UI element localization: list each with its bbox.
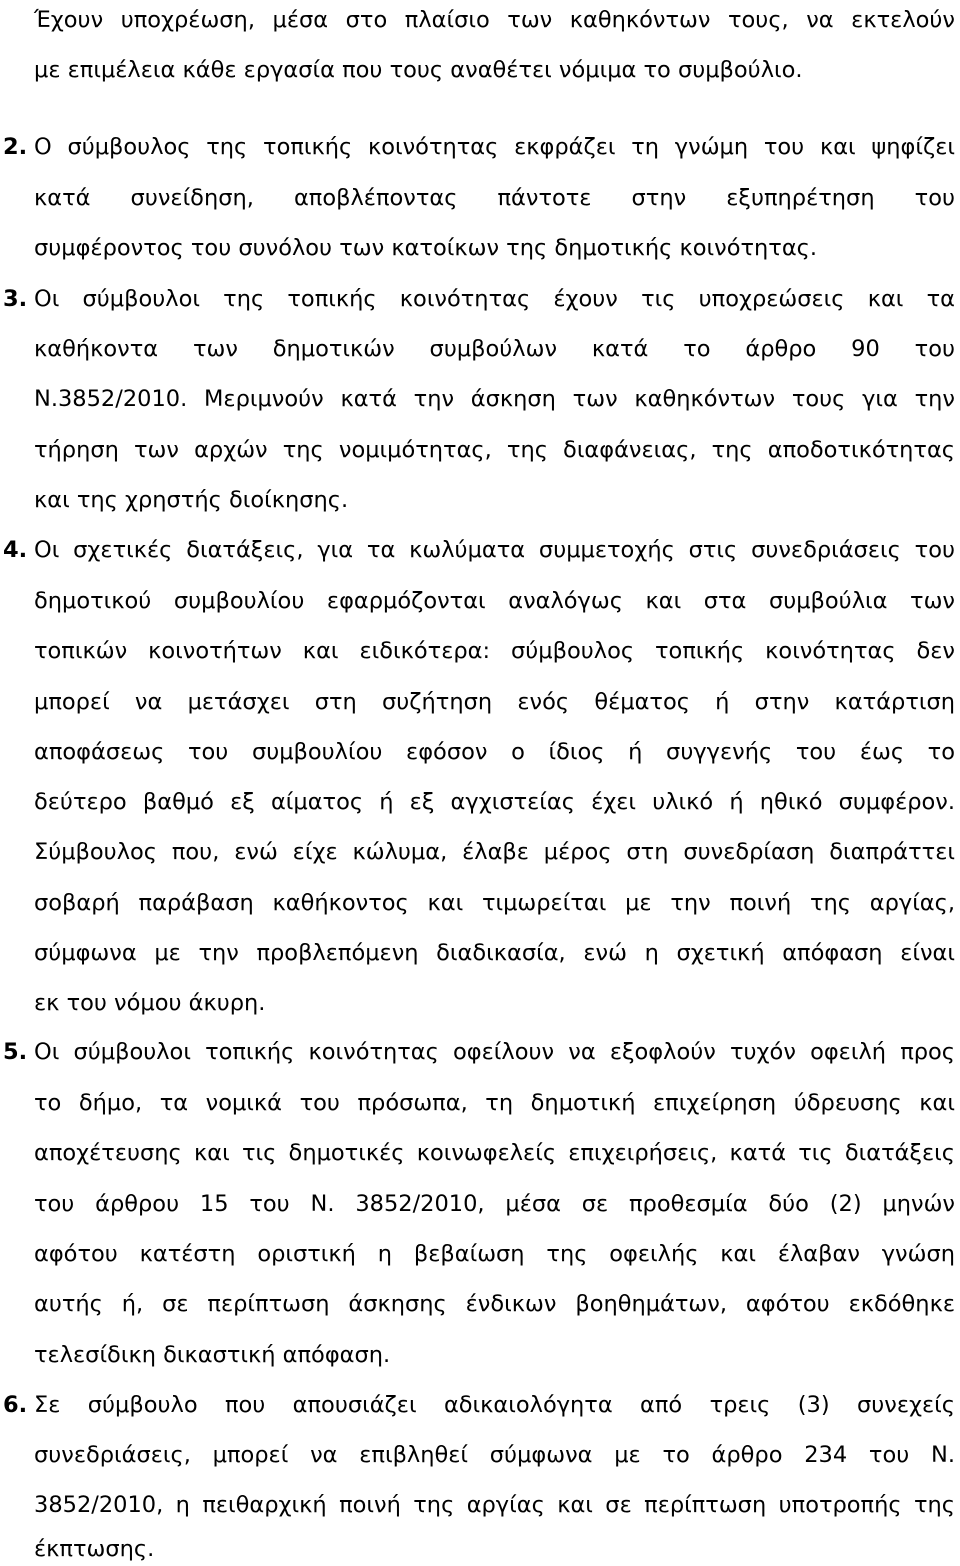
text-line: με επιμέλεια κάθε εργασία που τους αναθέτει νόμιμα το συμβούλιο. xyxy=(34,57,803,83)
text-line: και της χρηστής διοίκησης. xyxy=(34,487,349,513)
list-number: 2. xyxy=(3,134,28,160)
text-line: το δήμο, τα νομικά του πρόσωπα, τη δημοτική επιχείρηση ύδρευσης και xyxy=(34,1090,955,1116)
text-line: αποχέτευσης και τις δημοτικές κοινωφελείς επιχειρήσεις, κατά τις διατάξεις xyxy=(34,1140,955,1166)
list-number: 4. xyxy=(3,537,28,563)
text-line: τήρηση των αρχών της νομιμότητας, της διαφάνειας, της αποδοτικότητας xyxy=(34,437,955,463)
text-line: του άρθρου 15 του Ν. 3852/2010, μέσα σε προθεσμία δύο (2) μηνών xyxy=(34,1191,955,1217)
text-line: τελεσίδικη δικαστική απόφαση. xyxy=(34,1342,391,1368)
list-number: 6. xyxy=(3,1392,28,1418)
text-line: Ο σύμβουλος της τοπικής κοινότητας εκφράζει τη γνώμη του και ψηφίζει xyxy=(34,134,955,160)
text-line: αποφάσεως του συμβουλίου εφόσον ο ίδιος ή συγγενής του έως το xyxy=(34,739,955,765)
text-line: καθήκοντα των δημοτικών συμβούλων κατά το άρθρο 90 του xyxy=(34,336,955,362)
text-line: Ν.3852/2010. Μεριμνούν κατά την άσκηση των καθηκόντων τους για την xyxy=(34,386,955,412)
text-line: δεύτερο βαθμό εξ αίματος ή εξ αγχιστείας έχει υλικό ή ηθικό συμφέρον. xyxy=(34,789,955,815)
text-line: τοπικών κοινοτήτων και ειδικότερα: σύμβουλος τοπικής κοινότητας δεν xyxy=(34,638,955,664)
text-line: συνεδριάσεις, μπορεί να επιβληθεί σύμφωνα με το άρθρο 234 του Ν. xyxy=(34,1442,955,1468)
text-line: κατά συνείδηση, αποβλέποντας πάντοτε στην εξυπηρέτηση του xyxy=(34,185,955,211)
text-line: μπορεί να μετάσχει στη συζήτηση ενός θέματος ή στην κατάρτιση xyxy=(34,689,955,715)
list-number: 5. xyxy=(3,1039,28,1065)
text-line: σοβαρή παράβαση καθήκοντος και τιμωρείται με την ποινή της αργίας, xyxy=(34,890,955,916)
text-line: συμφέροντος του συνόλου των κατοίκων της δημοτικής κοινότητας. xyxy=(34,235,818,261)
text-line: Οι σύμβουλοι τοπικής κοινότητας οφείλουν να εξοφλούν τυχόν οφειλή προς xyxy=(34,1039,955,1065)
text-line: δημοτικού συμβουλίου εφαρμόζονται αναλόγως και στα συμβούλια των xyxy=(34,588,955,614)
text-line: Οι σχετικές διατάξεις, για τα κωλύματα συμμετοχής στις συνεδριάσεις του xyxy=(34,537,955,563)
text-line: σύμφωνα με την προβλεπόμενη διαδικασία, ενώ η σχετική απόφαση είναι xyxy=(34,940,955,966)
text-line: Σύμβουλος που, ενώ είχε κώλυμα, έλαβε μέρος στη συνεδρίαση διαπράττει xyxy=(34,839,955,865)
text-line: Σε σύμβουλο που απουσιάζει αδικαιολόγητα από τρεις (3) συνεχείς xyxy=(34,1392,955,1418)
text-line: έκπτωσης. xyxy=(34,1536,155,1562)
text-line: 3852/2010, η πειθαρχική ποινή της αργίας και σε περίπτωση υποτροπής της xyxy=(34,1492,955,1518)
list-number: 3. xyxy=(3,286,28,312)
text-line: Έχουν υποχρέωση, μέσα στο πλαίσιο των καθηκόντων τους, να εκτελούν xyxy=(34,7,955,33)
text-line: Οι σύμβουλοι της τοπικής κοινότητας έχουν τις υποχρεώσεις και τα xyxy=(34,286,955,312)
text-line: αυτής ή, σε περίπτωση άσκησης ένδικων βοηθημάτων, αφότου εκδόθηκε xyxy=(34,1291,955,1317)
text-line: εκ του νόμου άκυρη. xyxy=(34,990,266,1016)
text-line: αφότου κατέστη οριστική η βεβαίωση της οφειλής και έλαβαν γνώση xyxy=(34,1241,955,1267)
